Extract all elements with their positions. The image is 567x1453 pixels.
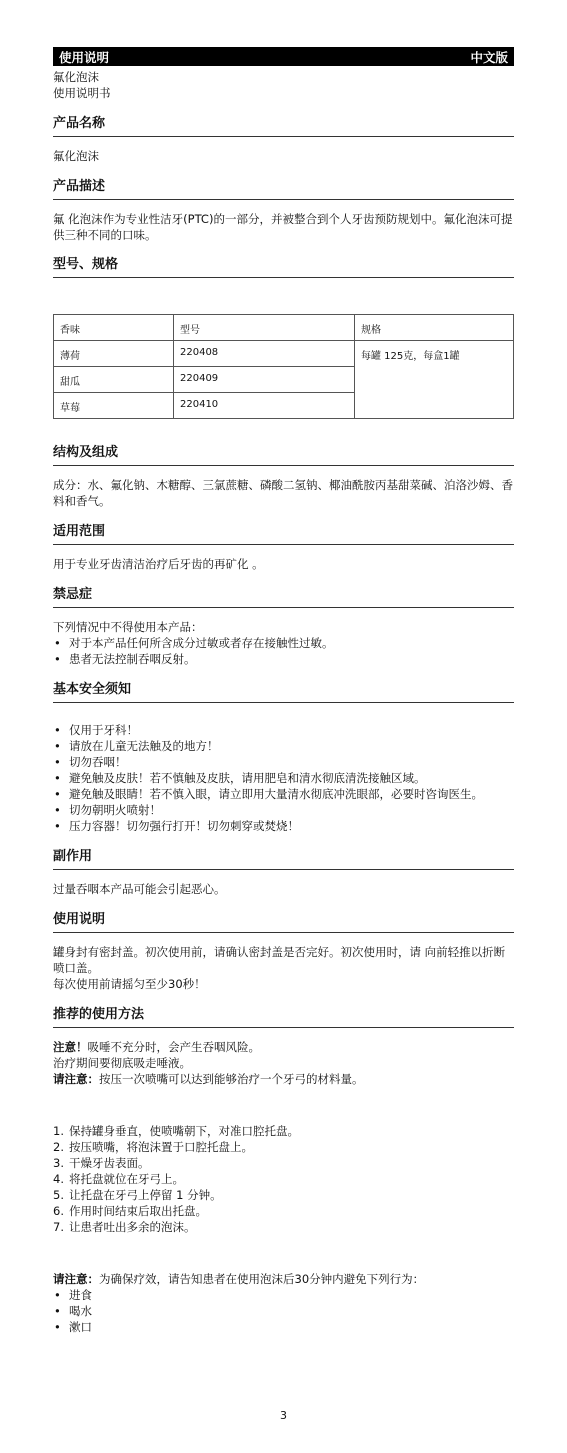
step-item <box>53 1123 514 1139</box>
list-item: • 请放在儿童无法触及的地方！ <box>53 738 514 754</box>
caution-line-2: 治疗期间要彻底吸走唾液。 <box>53 1056 191 1070</box>
step-text: 作用时间结束后取出托盘。 <box>69 1204 207 1218</box>
list-item: • 避免触及眼睛！若不慎入眼，请立即用大量清水彻底冲洗眼部，必要时咨询医生。 <box>53 786 514 802</box>
contraindications-intro: 下列情况中不得使用本产品： <box>53 620 203 634</box>
steps-list <box>53 1123 514 1235</box>
step-text: 将托盘就位在牙弓上。 <box>69 1172 184 1186</box>
section-title: 副作用 <box>53 848 514 870</box>
instructions-text: 罐身封有密封盖。初次使用前，请确认密封盖是否完好。初次使用时，请 向前轻推以折断喷口盖。 <box>53 945 506 975</box>
section-instructions <box>53 911 514 992</box>
scope-text: 用于专业牙齿清洁治疗后牙齿的再矿化 。 <box>53 557 264 571</box>
step-number: 7. <box>53 1220 64 1234</box>
composition-text: 成分：水、氟化钠、木糖醇、三氯蔗糖、磷酸二氢钠、椰油酰胺丙基甜菜碱、泊洛沙姆、香料和香气。 <box>53 478 513 508</box>
section-side-effects <box>53 848 514 897</box>
step-text: 按压喷嘴，将泡沫置于口腔托盘上。 <box>69 1140 253 1154</box>
step-number: 4. <box>53 1172 64 1186</box>
header-language: 中文版 <box>470 49 508 65</box>
table-header-cell: 型号 <box>174 315 355 341</box>
section-title: 适用范围 <box>53 523 514 545</box>
model-cell: 220409 <box>174 367 355 393</box>
step-text: 干燥牙齿表面。 <box>69 1156 150 1170</box>
table-row <box>54 341 514 367</box>
dosage-text: 按压一次喷嘴可以达到能够治疗一个牙弓的材料量。 <box>99 1072 364 1086</box>
header-bar <box>53 47 514 66</box>
section-composition <box>53 444 514 509</box>
page-number: 3 <box>280 1409 287 1422</box>
safety-list <box>53 722 514 834</box>
flavor-cell: 草莓 <box>54 393 174 419</box>
step-number: 1. <box>53 1124 64 1138</box>
section-safety <box>53 681 514 834</box>
step-number: 6. <box>53 1204 64 1218</box>
section-title: 推荐的使用方法 <box>53 1006 514 1028</box>
list-item: • 仅用于牙科！ <box>53 722 514 738</box>
list-item: • 避免触及皮肤！若不慎触及皮肤，请用肥皂和清水彻底清洗接触区域。 <box>53 770 514 786</box>
list-item: • 压力容器！切勿强行打开！切勿刺穿或焚烧！ <box>53 818 514 834</box>
section-title: 产品名称 <box>53 115 514 137</box>
list-item: • 对于本产品任何所含成分过敏或者存在接触性过敏。 <box>53 635 514 651</box>
side-effects-text: 过量吞咽本产品可能会引起恶心。 <box>53 882 226 896</box>
section-description <box>53 178 514 243</box>
table-header-cell: 规格 <box>355 315 514 341</box>
section-title: 基本安全须知 <box>53 681 514 703</box>
step-text: 保持罐身垂直，使喷嘴朝下，对准口腔托盘。 <box>69 1124 299 1138</box>
step-number: 3. <box>53 1156 64 1170</box>
section-scope <box>53 523 514 572</box>
step-text: 让托盘在牙弓上停留 1 分钟。 <box>69 1188 222 1202</box>
dosage-label: 请注意： <box>53 1072 99 1086</box>
section-models <box>53 256 514 419</box>
section-title: 型号、规格 <box>53 256 514 278</box>
caution-label: 注意！ <box>53 1040 88 1054</box>
header-title: 使用说明 <box>59 49 110 65</box>
product-name-text: 氟化泡沫 <box>53 149 99 163</box>
list-item: • 切勿吞咽！ <box>53 754 514 770</box>
section-title: 结构及组成 <box>53 444 514 466</box>
model-cell: 220408 <box>174 341 355 367</box>
section-title: 使用说明 <box>53 911 514 933</box>
table-header-cell: 香味 <box>54 315 174 341</box>
list-item: • 切勿朝明火喷射！ <box>53 802 514 818</box>
section-title: 产品描述 <box>53 178 514 200</box>
step-number: 5. <box>53 1188 64 1202</box>
section-title: 禁忌症 <box>53 586 514 608</box>
section-contraindications <box>53 586 514 667</box>
doc-subtitle-line2: 使用说明书 <box>53 86 111 100</box>
list-item: • 患者无法控制吞咽反射。 <box>53 651 514 667</box>
avoid-list <box>53 1287 514 1335</box>
spec-table <box>53 314 514 419</box>
caution-text: 吸唾不充分时，会产生吞咽风险。 <box>87 1040 260 1054</box>
flavor-cell: 甜瓜 <box>54 367 174 393</box>
list-item: • 进食 <box>53 1287 514 1303</box>
list-item: • 漱口 <box>53 1319 514 1335</box>
step-item <box>53 1155 514 1171</box>
list-item: • 喝水 <box>53 1303 514 1319</box>
step-item <box>53 1139 514 1155</box>
instructions-text-2: 每次使用前请摇匀至少30秒！ <box>53 977 206 991</box>
flavor-cell: 薄荷 <box>54 341 174 367</box>
doc-subtitle <box>53 69 514 101</box>
description-text: 氟 化泡沫作为专业性洁牙(PTC)的一部分，并被整合到个人牙齿预防规划中。氟化泡沫可提供三种不同的口味。 <box>53 212 513 242</box>
section-product-name <box>53 115 514 164</box>
dosage-note <box>53 1071 514 1087</box>
step-number: 2. <box>53 1140 64 1154</box>
model-cell: 220410 <box>174 393 355 419</box>
step-item <box>53 1187 514 1203</box>
doc-subtitle-line1: 氟化泡沫 <box>53 70 99 84</box>
contraindications-list <box>53 635 514 667</box>
post-use-text: 为确保疗效，请告知患者在使用泡沫后30分钟内避免下列行为： <box>99 1272 425 1286</box>
caution-note <box>53 1039 514 1055</box>
table-header-row <box>54 315 514 341</box>
post-use-note <box>53 1271 514 1287</box>
step-item <box>53 1203 514 1219</box>
document-page <box>53 47 514 1335</box>
post-use-label: 请注意： <box>53 1272 99 1286</box>
step-text: 让患者吐出多余的泡沫。 <box>69 1220 196 1234</box>
section-recommended <box>53 1006 514 1335</box>
spec-cell: 每罐 125克，每盒1罐 <box>355 341 514 419</box>
step-item <box>53 1219 514 1235</box>
step-item <box>53 1171 514 1187</box>
